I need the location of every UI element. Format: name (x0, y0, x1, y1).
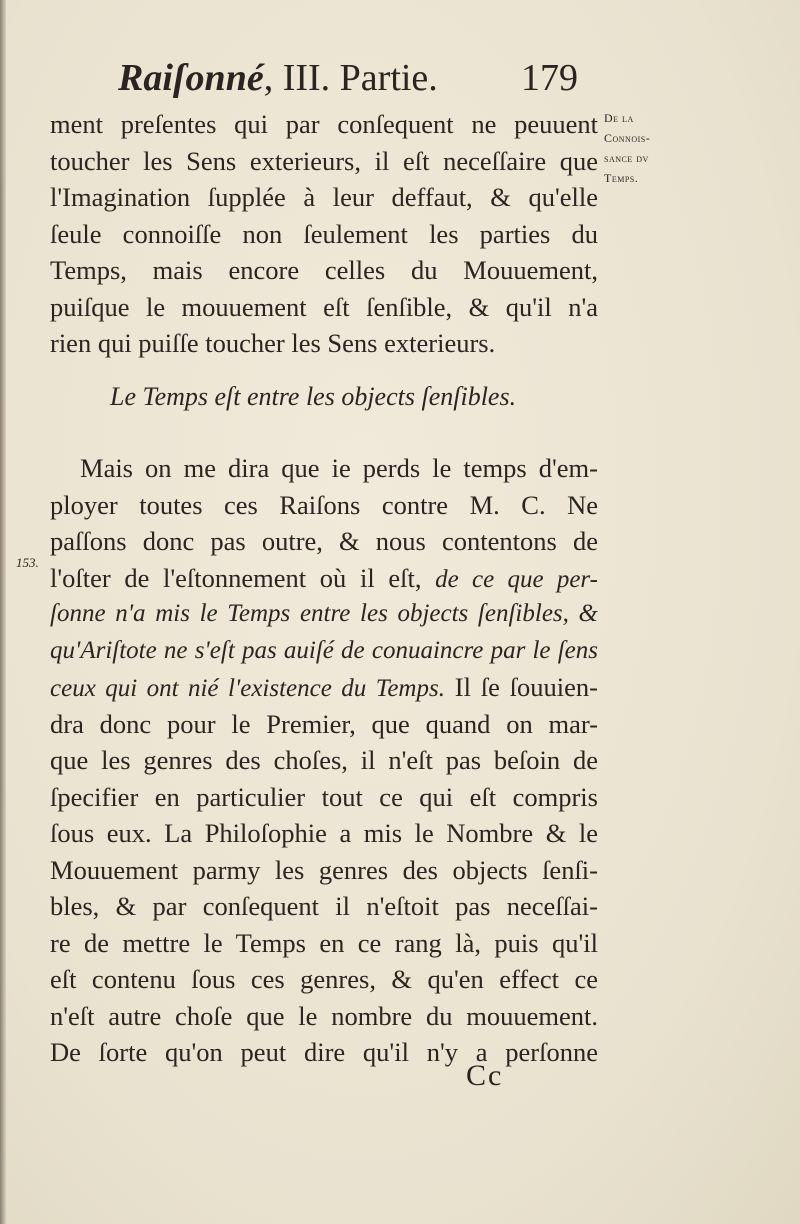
margin-note-line: De la (604, 111, 634, 125)
text-line: rien qui puiſſe toucher les Sens exterieurs. (50, 328, 496, 358)
page-number: 179 (521, 57, 578, 99)
text-line: ſpecifier en particulier tout ce qui eſt compris (50, 781, 598, 812)
text-span: Il ſe ſouuien- (444, 672, 598, 702)
margin-note-line: Temps. (604, 171, 639, 185)
text-line: puiſque le mouuement eſt ſenſible, & qu'il n'a (50, 291, 598, 322)
margin-note-line: sance dv (604, 151, 649, 165)
text-line: ment preſentes qui par conſequent ne peuuent (50, 109, 598, 139)
paragraph-1 (50, 106, 598, 362)
text-line: re de mettre le Temps en ce rang là, puis qu'il (50, 927, 598, 958)
margin-line-number: 153. (16, 555, 39, 570)
text-line: ſous eux. La Philoſophie a mis le Nombre & le (50, 818, 598, 848)
text-line: bles, & par conſequent il n'eſtoit pas neceſſai- (50, 891, 598, 921)
text-line: ployer toutes ces Raiſons contre M. C. Ne (50, 489, 598, 520)
text-line: dra donc pour le Premier, que quand on mar- (50, 708, 598, 739)
text-line: Temps, mais encore celles du Mouuement, (50, 255, 598, 285)
text-line: Mouuement parmy les genres des objects ſenſi- (50, 854, 598, 885)
header-part: , III. Partie. (263, 57, 438, 99)
text-line: Mais on me dira que ie perds le temps d'em- (80, 453, 598, 483)
paragraph-2 (50, 450, 598, 1071)
margin-note-line: Connois- (604, 131, 651, 145)
text-line: De ſorte qu'on peut dire qu'il n'y a perſonne (50, 1037, 598, 1067)
text-line: toucher les Sens exterieurs, il eſt neceſſaire que (50, 145, 598, 176)
text-span: l'oſter de l'eſtonnement où il eſt, (50, 562, 422, 593)
quoted-text: ceux qui ont nié l'existence du Temps. (50, 675, 445, 702)
catchword: Cc (466, 1059, 504, 1092)
binding-edge (0, 0, 6, 1224)
running-header (118, 52, 578, 104)
section-heading: Le Temps eſt entre les objects ſenſibles. (110, 382, 517, 411)
text-line: ſeule connoiſſe non ſeulement les parties du (50, 218, 598, 249)
header-title: Raiſonné (118, 57, 264, 99)
text-line: n'eſt autre choſe que le nombre du mouuement. (50, 1000, 598, 1031)
text-line (50, 560, 598, 597)
text-line: l'Imagination ſupplée à leur deffaut, & qu'elle (50, 182, 598, 212)
margin-note (604, 108, 694, 188)
quoted-line: qu'Ariſtote ne s'eſt pas auiſé de conuaincre par le ſens (50, 636, 598, 664)
quoted-text: de ce que per- (435, 565, 598, 593)
quoted-line: ſonne n'a mis le Temps entre les objects ſenſibles, & (50, 600, 598, 627)
text-line (50, 669, 598, 706)
text-line: que les genres des choſes, il n'eſt pas beſoin de (50, 745, 598, 775)
text-line: paſſons donc pas outre, & nous contentons de (50, 526, 598, 556)
text-line: eſt contenu ſous ces genres, & qu'en effect ce (50, 964, 598, 994)
